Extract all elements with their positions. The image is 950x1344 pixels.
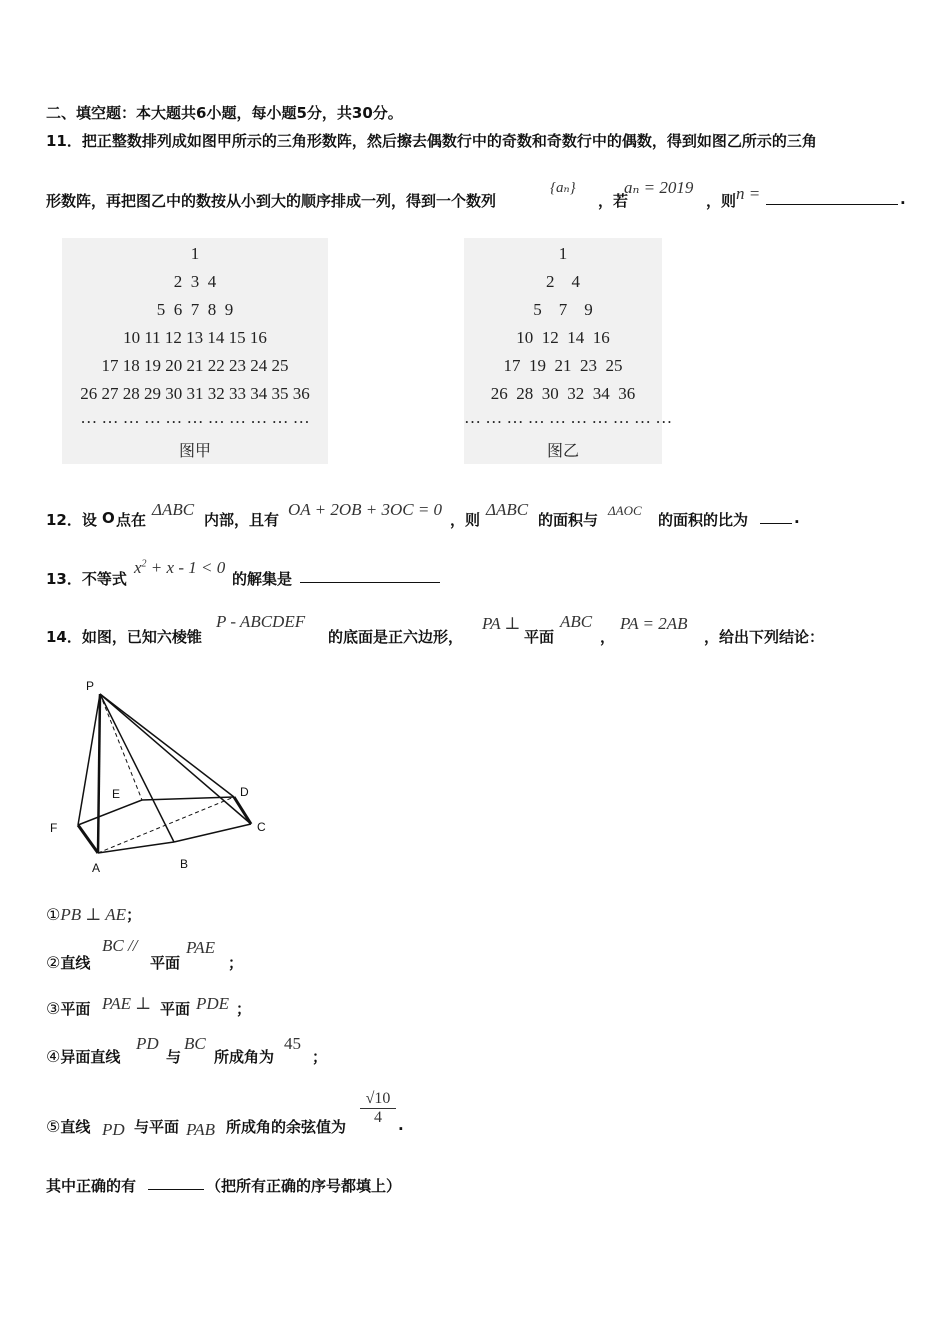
option-3-math2: PDE [196,994,230,1013]
option-3-tail: ； [236,1000,252,1018]
option-2-mid: 平面 [150,954,181,972]
q13-sup: 2 [141,558,147,570]
final-a: 其中正确的有 [46,1177,137,1195]
option-3-num: ③ [46,999,61,1018]
q13-inequality [134,558,225,578]
jia-row-dots: … … … … … … … … … … … [80,408,310,427]
q14-perp: PA ⊥ [482,614,521,633]
option-4-math3: 45 [284,1034,301,1053]
q12-triangle2: ΔABC [486,500,529,519]
edge-PF [78,694,100,825]
q14-c: 平面 [524,628,555,646]
q11-ruo: ，若 [598,192,629,210]
option-4-pre: 异面直线 [60,1048,121,1066]
option-5-tail: . [398,1116,404,1134]
option-4-tail: ； [312,1048,328,1066]
q12-triangle3: ΔAOC [608,503,642,518]
option-2-pre: 直线 [60,954,91,972]
q14-eq: PA = 2AB [620,614,688,633]
jia-row-2: 2 3 4 [173,272,217,291]
q12-d: ，则 [450,511,481,529]
option-1 [46,904,141,925]
option-4 [46,1046,120,1067]
q12-o: O [102,509,115,527]
option-3-mid: 平面 [160,1000,191,1018]
option-5-math2: PAB [186,1120,215,1139]
jia-caption: 图甲 [178,441,211,460]
q11-seq: {aₙ} [550,180,576,196]
q12-b: 点在 [116,511,147,529]
q14-pyramid: P - ABCDEF [216,612,306,631]
option-2-num: ② [46,953,61,972]
yi-row-3: 5 7 9 [533,300,593,319]
option-2-tail: ； [228,954,244,972]
jia-row-6: 26 27 28 29 30 31 32 33 34 35 36 [80,384,310,403]
q14-a: 14．如图，已知六棱锥 [46,628,202,646]
jia-row-1: 1 [190,244,200,263]
option-5 [46,1116,90,1137]
q13-rest: + x - 1 < 0 [150,558,226,577]
q12-g: . [794,509,800,527]
option-5-pre: 直线 [60,1118,91,1136]
q12-answer-blank[interactable] [760,509,792,528]
q12-c: 内部，且有 [204,511,280,529]
q13-a: 13．不等式 [46,570,127,588]
q13-x: x [134,558,142,577]
option-5-fraction [360,1090,396,1127]
option-1-math: PB ⊥ AE [60,905,127,924]
edge-PD [100,694,234,797]
option-5-frac-den: 4 [374,1109,382,1126]
edge-PC [100,694,251,824]
yi-caption: 图乙 [546,441,579,460]
q12-f: 的面积的比为 [658,511,749,529]
edge-EF [78,800,142,825]
option-1-tail: ； [126,906,142,924]
label-A: A [92,861,101,875]
figure-yi [464,238,673,464]
jia-row-4: 10 11 12 13 14 15 16 [123,328,267,347]
q11-n: n = [736,184,761,203]
q12-a: 12．设 [46,511,97,529]
edge-PA [98,694,100,853]
option-3-math1: PAE ⊥ [102,994,152,1013]
label-D: D [240,785,249,799]
figure-jia [62,238,328,464]
q11-answer-blank[interactable] [766,190,898,209]
q14-plane: ABC [560,612,593,631]
yi-row-dots: … … … … … … … … … … [464,408,673,427]
edge-FA [78,825,98,853]
q12-e: 的面积与 [538,511,599,529]
final-answer-blank[interactable] [148,1175,204,1194]
option-4-mid: 与 [166,1048,182,1066]
q11-text: 形数阵，再把图乙中的数按从小到大的顺序排成一列，得到一个数列 [46,192,497,210]
q13-b: 的解集是 [232,570,293,588]
yi-row-4: 10 12 14 16 [516,328,610,347]
edge-AB [98,842,174,853]
q11-end: . [900,190,906,208]
q14-comma: ， [600,628,616,646]
label-P: P [86,679,95,693]
option-5-frac-num: √10 [360,1090,396,1109]
option-3-pre: 平面 [60,1000,91,1018]
edge-CD [234,797,251,824]
jia-row-5: 17 18 19 20 21 22 23 24 25 [101,356,289,375]
q14-b: 的底面是正六边形， [328,628,464,646]
option-5-mid: 与平面 [134,1118,180,1136]
label-C: C [257,820,266,834]
jia-row-3: 5 6 7 8 9 [156,300,234,319]
option-4-math1: PD [136,1034,159,1053]
option-4-math2: BC [184,1034,206,1053]
option-4-mid2: 所成角为 [214,1048,275,1066]
final-b: （把所有正确的序号都填上） [206,1177,402,1195]
q13-answer-blank[interactable] [300,568,440,587]
option-1-num: ① [46,905,61,924]
label-E: E [112,787,121,801]
q11-ze: ，则 [706,192,737,210]
yi-row-5: 17 19 21 23 25 [503,356,623,375]
option-4-num: ④ [46,1047,61,1066]
option-2-math2: PAE [186,938,215,957]
option-2 [46,952,90,973]
edge-PB [100,694,174,842]
option-5-math1: PD [102,1120,125,1139]
label-F: F [50,821,58,835]
option-5-num: ⑤ [46,1117,61,1136]
q11-line1: 11．把正整数排列成如图甲所示的三角形数阵，然后擦去偶数行中的奇数和奇数行中的偶数，得到如图乙所示的三角 [46,132,817,150]
section-heading: 二、填空题：本大题共6小题，每小题5分，共30分。 [46,104,403,122]
label-B: B [180,857,189,871]
yi-row-1: 1 [558,244,568,263]
yi-row-6: 26 28 30 32 34 36 [490,384,636,403]
option-5-mid2: 所成角的余弦值为 [226,1118,347,1136]
q14-d: ，给出下列结论： [704,628,825,646]
q11-line2 [46,190,496,211]
yi-row-2: 2 4 [546,272,580,291]
q12-triangle: ΔABC [152,500,195,519]
option-3 [46,998,90,1019]
q12-vector-eq: OA + 2OB + 3OC = 0 [288,500,443,519]
option-2-math1: BC // [102,936,138,955]
pyramid-figure [44,676,274,876]
edge-BC [174,824,251,842]
q11-condition: aₙ = 2019 [624,178,694,197]
